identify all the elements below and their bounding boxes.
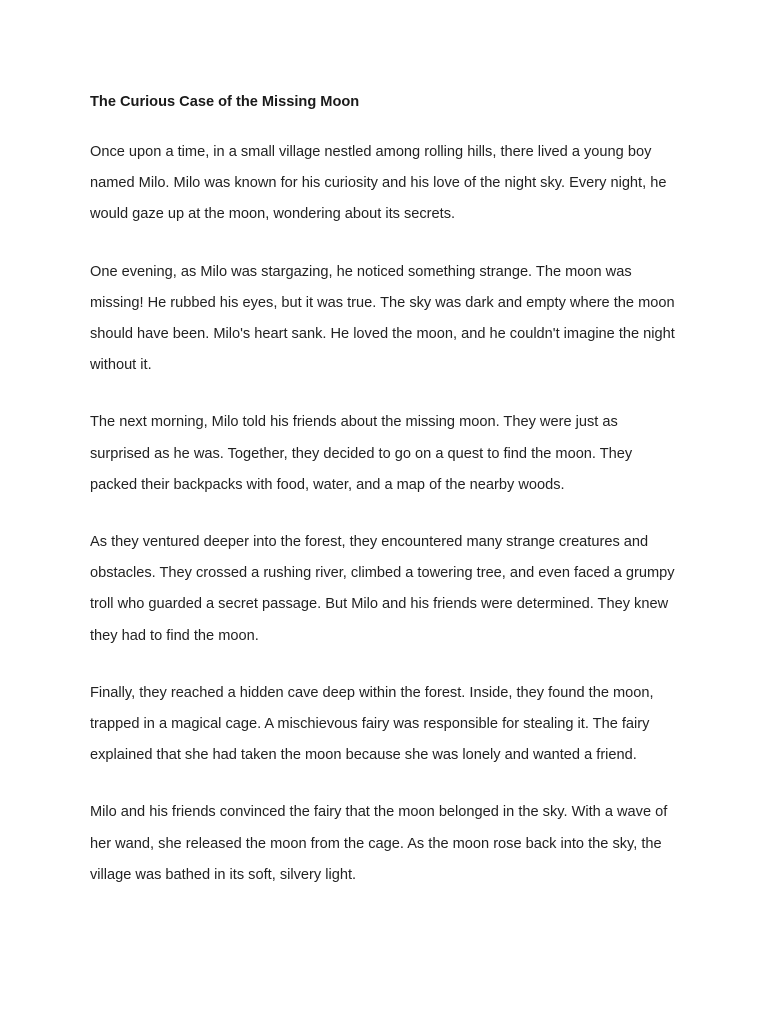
paragraph-4: As they ventured deeper into the forest, they encountered many strange creatures and obstacles. They crossed a rushing river, climbed a towering tree, and even faced a grumpy troll who guarded a secret passage. But Milo and his friends were determined. They knew they had to find the moon. <box>90 534 675 644</box>
paragraph-1: Once upon a time, in a small village nestled among rolling hills, there lived a young boy named Milo. Milo was known for his curiosity and his love of the night sky. Every night, he would gaze up at the moon, wondering about its secrets. <box>90 144 667 223</box>
paragraph-5: Finally, they reached a hidden cave deep within the forest. Inside, they found the moon, trapped in a magical cage. A mischievous fairy was responsible for stealing it. The fairy explained that she had taken the moon because she was lonely and wanted a friend. <box>90 684 654 764</box>
paragraph-2: One evening, as Milo was stargazing, he noticed something strange. The moon was missing! He rubbed his eyes, but it was true. The sky was dark and empty where the moon should have been. Milo's heart sank. He loved the moon, and he couldn't imagine the night without it. <box>90 263 675 374</box>
paragraph-6: Milo and his friends convinced the fairy that the moon belonged in the sky. With a wave of her wand, she released the moon from the cage. As the moon rose back into the sky, the village was bathed in its soft, silvery light. <box>90 804 668 883</box>
paragraph-3: The next morning, Milo told his friends about the missing moon. They were just as surprised as he was. Together, they decided to go on a quest to find the moon. They packed their backpacks with food, water, and a map of the nearby woods. <box>90 414 633 493</box>
document-body <box>90 92 680 891</box>
document-title: The Curious Case of the Missing Moon <box>90 94 360 110</box>
